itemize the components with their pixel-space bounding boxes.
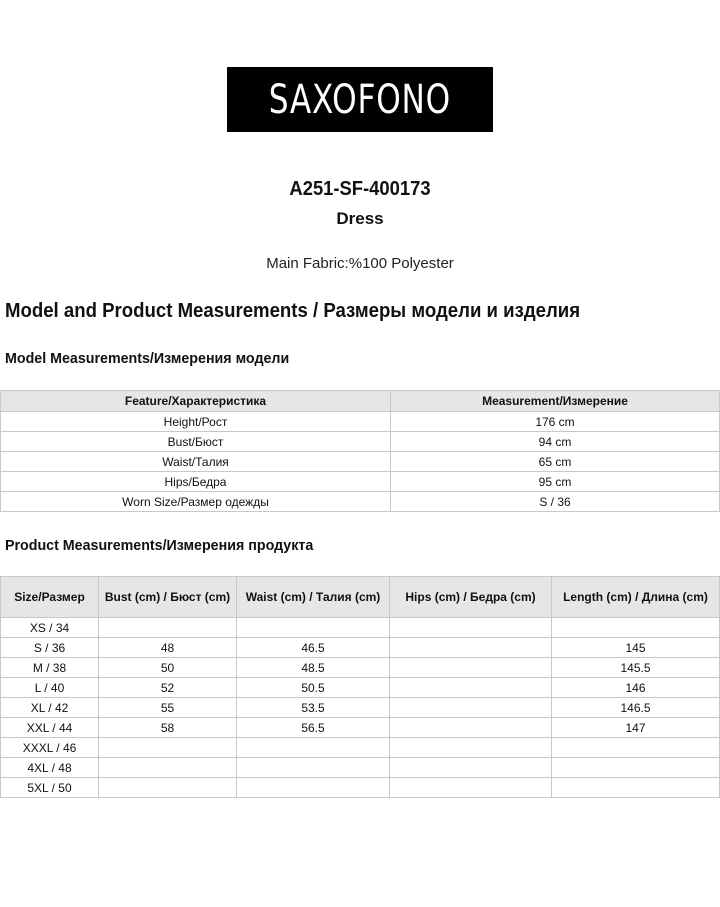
table-cell	[390, 638, 552, 658]
table-cell	[99, 738, 237, 758]
model-measurements-table	[0, 390, 720, 512]
table-cell: 55	[99, 698, 237, 718]
table-cell: Waist/Талия	[1, 452, 391, 472]
table-row	[1, 678, 720, 698]
table-row	[1, 698, 720, 718]
table-cell	[390, 778, 552, 798]
table-cell: 145.5	[552, 658, 720, 678]
table-cell	[390, 658, 552, 678]
table-cell	[552, 758, 720, 778]
table-cell	[390, 758, 552, 778]
table-cell: 58	[99, 718, 237, 738]
page-title: Model and Product Measurements / Размеры модели и изделия	[5, 300, 581, 322]
table-cell: 53.5	[237, 698, 390, 718]
table-cell: Worn Size/Размер одежды	[1, 492, 391, 512]
product-fabric: Main Fabric:%100 Polyester	[266, 255, 454, 272]
table-cell: XL / 42	[1, 698, 99, 718]
table-cell: S / 36	[1, 638, 99, 658]
table-cell	[390, 718, 552, 738]
column-header: Waist (cm) / Талия (cm)	[237, 577, 390, 618]
table-row	[1, 638, 720, 658]
table-cell: 145	[552, 638, 720, 658]
product-kind: Dress	[336, 209, 384, 228]
table-cell	[237, 618, 390, 638]
table-cell: 146.5	[552, 698, 720, 718]
table-cell: 5XL / 50	[1, 778, 99, 798]
table-cell: 48.5	[237, 658, 390, 678]
column-header: Bust (cm) / Бюст (cm)	[99, 577, 237, 618]
table-row	[1, 658, 720, 678]
table-cell: 50	[99, 658, 237, 678]
table-row	[1, 758, 720, 778]
table-row	[1, 738, 720, 758]
column-header: Feature/Характеристика	[1, 391, 391, 412]
table-cell: Height/Рост	[1, 412, 391, 432]
table-cell	[99, 778, 237, 798]
table-cell	[237, 738, 390, 758]
table-cell: Hips/Бедра	[1, 472, 391, 492]
table-cell: 146	[552, 678, 720, 698]
table-header-row	[1, 391, 720, 412]
table-cell: 95 cm	[391, 472, 720, 492]
table-row	[1, 452, 720, 472]
column-header: Length (cm) / Длина (cm)	[552, 577, 720, 618]
table-row	[1, 432, 720, 452]
table-cell: 46.5	[237, 638, 390, 658]
table-cell: 94 cm	[391, 432, 720, 452]
table-header-row	[1, 577, 720, 618]
table-row	[1, 618, 720, 638]
table-cell	[390, 698, 552, 718]
table-cell: L / 40	[1, 678, 99, 698]
table-cell: 48	[99, 638, 237, 658]
column-header: Measurement/Измерение	[391, 391, 720, 412]
table-cell: 52	[99, 678, 237, 698]
table-cell: XXL / 44	[1, 718, 99, 738]
product-measurements-table	[0, 576, 720, 798]
table-cell: 65 cm	[391, 452, 720, 472]
table-cell: 176 cm	[391, 412, 720, 432]
table-row	[1, 718, 720, 738]
table-cell: Bust/Бюст	[1, 432, 391, 452]
product-section-heading: Product Measurements/Измерения продукта	[5, 537, 314, 554]
brand-logo	[227, 67, 493, 132]
model-section-heading: Model Measurements/Измерения модели	[5, 350, 290, 367]
brand-logo-text: SAXOFONO	[268, 76, 452, 123]
table-cell: S / 36	[391, 492, 720, 512]
table-cell	[552, 618, 720, 638]
table-row	[1, 492, 720, 512]
table-cell: M / 38	[1, 658, 99, 678]
table-row	[1, 778, 720, 798]
table-row	[1, 472, 720, 492]
table-cell	[99, 618, 237, 638]
column-header: Hips (cm) / Бедра (cm)	[390, 577, 552, 618]
table-cell	[99, 758, 237, 778]
table-cell: 147	[552, 718, 720, 738]
table-cell	[390, 618, 552, 638]
table-cell: XS / 34	[1, 618, 99, 638]
product-code: A251-SF-400173	[289, 178, 431, 200]
table-cell: 56.5	[237, 718, 390, 738]
table-cell: 50.5	[237, 678, 390, 698]
table-cell	[552, 738, 720, 758]
table-cell	[237, 758, 390, 778]
table-row	[1, 412, 720, 432]
table-cell	[390, 738, 552, 758]
table-cell: XXXL / 46	[1, 738, 99, 758]
table-cell	[237, 778, 390, 798]
table-cell	[390, 678, 552, 698]
table-cell	[552, 778, 720, 798]
table-cell: 4XL / 48	[1, 758, 99, 778]
column-header: Size/Размер	[1, 577, 99, 618]
